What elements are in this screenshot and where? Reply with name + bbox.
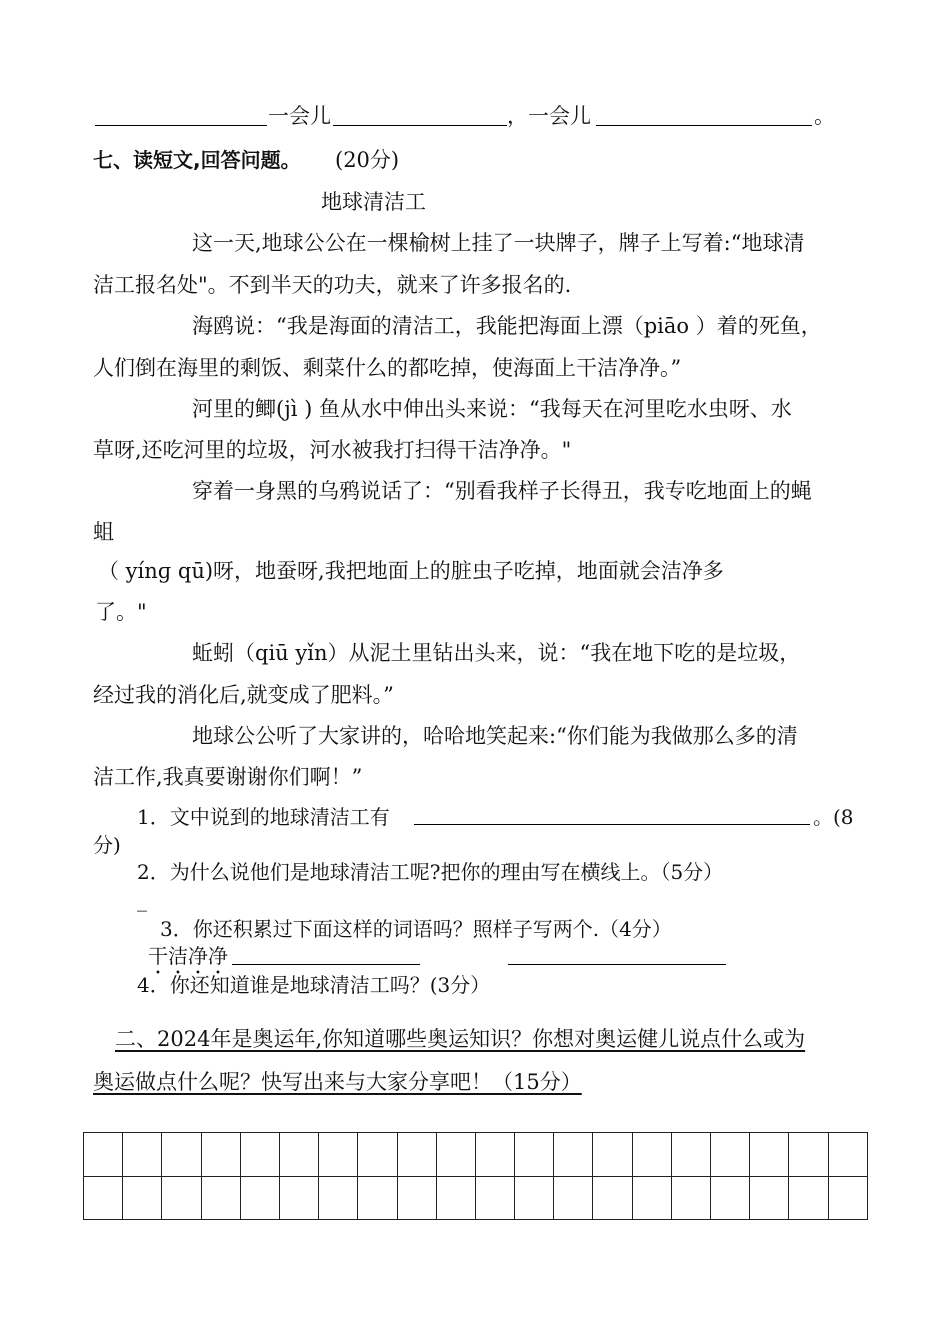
grid-cell[interactable] bbox=[279, 1176, 318, 1220]
top-line-text-2: ，一会儿 bbox=[507, 104, 591, 128]
question-2: 2．为什么说他们是地球清洁工呢?把你的理由写在横线上。（5分） bbox=[137, 860, 724, 884]
section-heading: 七、读短文,回答问题。 bbox=[93, 148, 301, 172]
grid-cell[interactable] bbox=[632, 1133, 671, 1177]
paragraph-line: 河里的鲫(jì ) 鱼从水中伸出头来说：“我每天在河里吃水虫呀、水 bbox=[192, 397, 792, 421]
paragraph-line: 这一天,地球公公在一棵榆树上挂了一块牌子，牌子上写着:“地球清 bbox=[192, 231, 805, 255]
grid-cell[interactable] bbox=[554, 1133, 593, 1177]
grid-cell[interactable] bbox=[397, 1176, 436, 1220]
question-1-cont: 分) bbox=[93, 833, 121, 857]
paragraph-line: 穿着一身黑的乌鸦说话了：“别看我样子长得丑，我专吃地面上的蝇 bbox=[192, 479, 812, 503]
grid-cell[interactable] bbox=[358, 1133, 397, 1177]
grid-cell[interactable] bbox=[515, 1176, 554, 1220]
grid-cell[interactable] bbox=[123, 1133, 162, 1177]
answer-mark: _ bbox=[137, 888, 147, 912]
top-line-end: 。 bbox=[814, 104, 835, 128]
grid-cell[interactable] bbox=[750, 1176, 789, 1220]
question-4: 4．你还知道谁是地球清洁工吗？(3分） bbox=[137, 973, 491, 997]
question-1-end: 。(8 bbox=[813, 805, 854, 829]
grid-cell[interactable] bbox=[671, 1133, 710, 1177]
grid-cell[interactable] bbox=[201, 1176, 240, 1220]
grid-cell[interactable] bbox=[828, 1176, 867, 1220]
writing-grid bbox=[83, 1132, 868, 1220]
paragraph-line: 地球公公听了大家讲的，哈哈地笑起来:“你们能为我做那么多的清 bbox=[192, 724, 798, 748]
grid-cell[interactable] bbox=[358, 1176, 397, 1220]
grid-cell[interactable] bbox=[201, 1133, 240, 1177]
grid-cell[interactable] bbox=[436, 1133, 475, 1177]
question-1: 1．文中说到的地球清洁工有 bbox=[137, 805, 390, 829]
grid-cell[interactable] bbox=[828, 1133, 867, 1177]
blank-line[interactable] bbox=[333, 125, 507, 126]
answer-blank-3a[interactable] bbox=[232, 964, 420, 965]
grid-cell[interactable] bbox=[475, 1176, 514, 1220]
blank-line[interactable] bbox=[596, 125, 812, 126]
grid-cell[interactable] bbox=[319, 1133, 358, 1177]
paragraph-line: 洁工报名处"。不到半天的功夫，就来了许多报名的. bbox=[93, 273, 572, 297]
paragraph-line: 洁工作,我真要谢谢你们啊！” bbox=[93, 765, 363, 789]
grid-cell[interactable] bbox=[475, 1133, 514, 1177]
paragraph-line: 海鸥说：“我是海面的清洁工，我能把海面上漂（piāo ）着的死鱼， bbox=[192, 314, 822, 338]
example-word: 干洁净净 bbox=[148, 944, 228, 968]
grid-cell[interactable] bbox=[711, 1133, 750, 1177]
grid-cell[interactable] bbox=[554, 1176, 593, 1220]
grid-cell[interactable] bbox=[319, 1176, 358, 1220]
grid-cell[interactable] bbox=[279, 1133, 318, 1177]
top-line-text-1: 一会儿 bbox=[268, 104, 331, 128]
grid-cell[interactable] bbox=[240, 1133, 279, 1177]
grid-cell[interactable] bbox=[397, 1133, 436, 1177]
section-score: (20分) bbox=[335, 148, 400, 172]
grid-cell[interactable] bbox=[240, 1176, 279, 1220]
paragraph-line: 经过我的消化后,就变成了肥料。” bbox=[93, 683, 394, 707]
grid-cell[interactable] bbox=[84, 1133, 123, 1177]
paragraph-line: 了。" bbox=[95, 600, 147, 624]
paragraph-line: 蛆 bbox=[93, 520, 114, 544]
grid-cell[interactable] bbox=[162, 1133, 201, 1177]
grid-cell[interactable] bbox=[711, 1176, 750, 1220]
grid-cell[interactable] bbox=[593, 1133, 632, 1177]
grid-cell[interactable] bbox=[789, 1133, 828, 1177]
grid-cell[interactable] bbox=[436, 1176, 475, 1220]
grid-cell[interactable] bbox=[789, 1176, 828, 1220]
grid-row bbox=[84, 1133, 868, 1177]
grid-row bbox=[84, 1176, 868, 1220]
grid-cell[interactable] bbox=[84, 1176, 123, 1220]
writing-prompt-line-1: 二、2024年是奥运年,你知道哪些奥运知识？你想对奥运健儿说点什么或为 bbox=[115, 1027, 806, 1051]
paragraph-line: 草呀,还吃河里的垃圾，河水被我打扫得干洁净净。" bbox=[93, 438, 572, 462]
grid-cell[interactable] bbox=[593, 1176, 632, 1220]
answer-blank-3b[interactable] bbox=[508, 964, 726, 965]
story-title: 地球清洁工 bbox=[321, 190, 426, 214]
paragraph-line: （ yínɡ qū)呀，地蚕呀,我把地面上的脏虫子吃掉，地面就会洁净多 bbox=[98, 559, 724, 583]
blank-line[interactable] bbox=[95, 125, 267, 126]
grid-cell[interactable] bbox=[162, 1176, 201, 1220]
paragraph-line: 蚯蚓（qiū yǐn）从泥土里钻出头来，说：“我在地下吃的是垃圾， bbox=[192, 641, 801, 665]
grid-cell[interactable] bbox=[632, 1176, 671, 1220]
question-3: 3．你还积累过下面这样的词语吗？照样子写两个.（4分） bbox=[160, 917, 672, 941]
grid-cell[interactable] bbox=[671, 1176, 710, 1220]
answer-blank-1[interactable] bbox=[414, 824, 810, 825]
grid-cell[interactable] bbox=[123, 1176, 162, 1220]
grid-cell[interactable] bbox=[750, 1133, 789, 1177]
writing-prompt-line-2: 奥运做点什么呢？快写出来与大家分享吧！（15分） bbox=[93, 1070, 582, 1094]
grid-cell[interactable] bbox=[515, 1133, 554, 1177]
paragraph-line: 人们倒在海里的剩饭、剩菜什么的都吃掉，使海面上干洁净净。” bbox=[93, 356, 682, 380]
